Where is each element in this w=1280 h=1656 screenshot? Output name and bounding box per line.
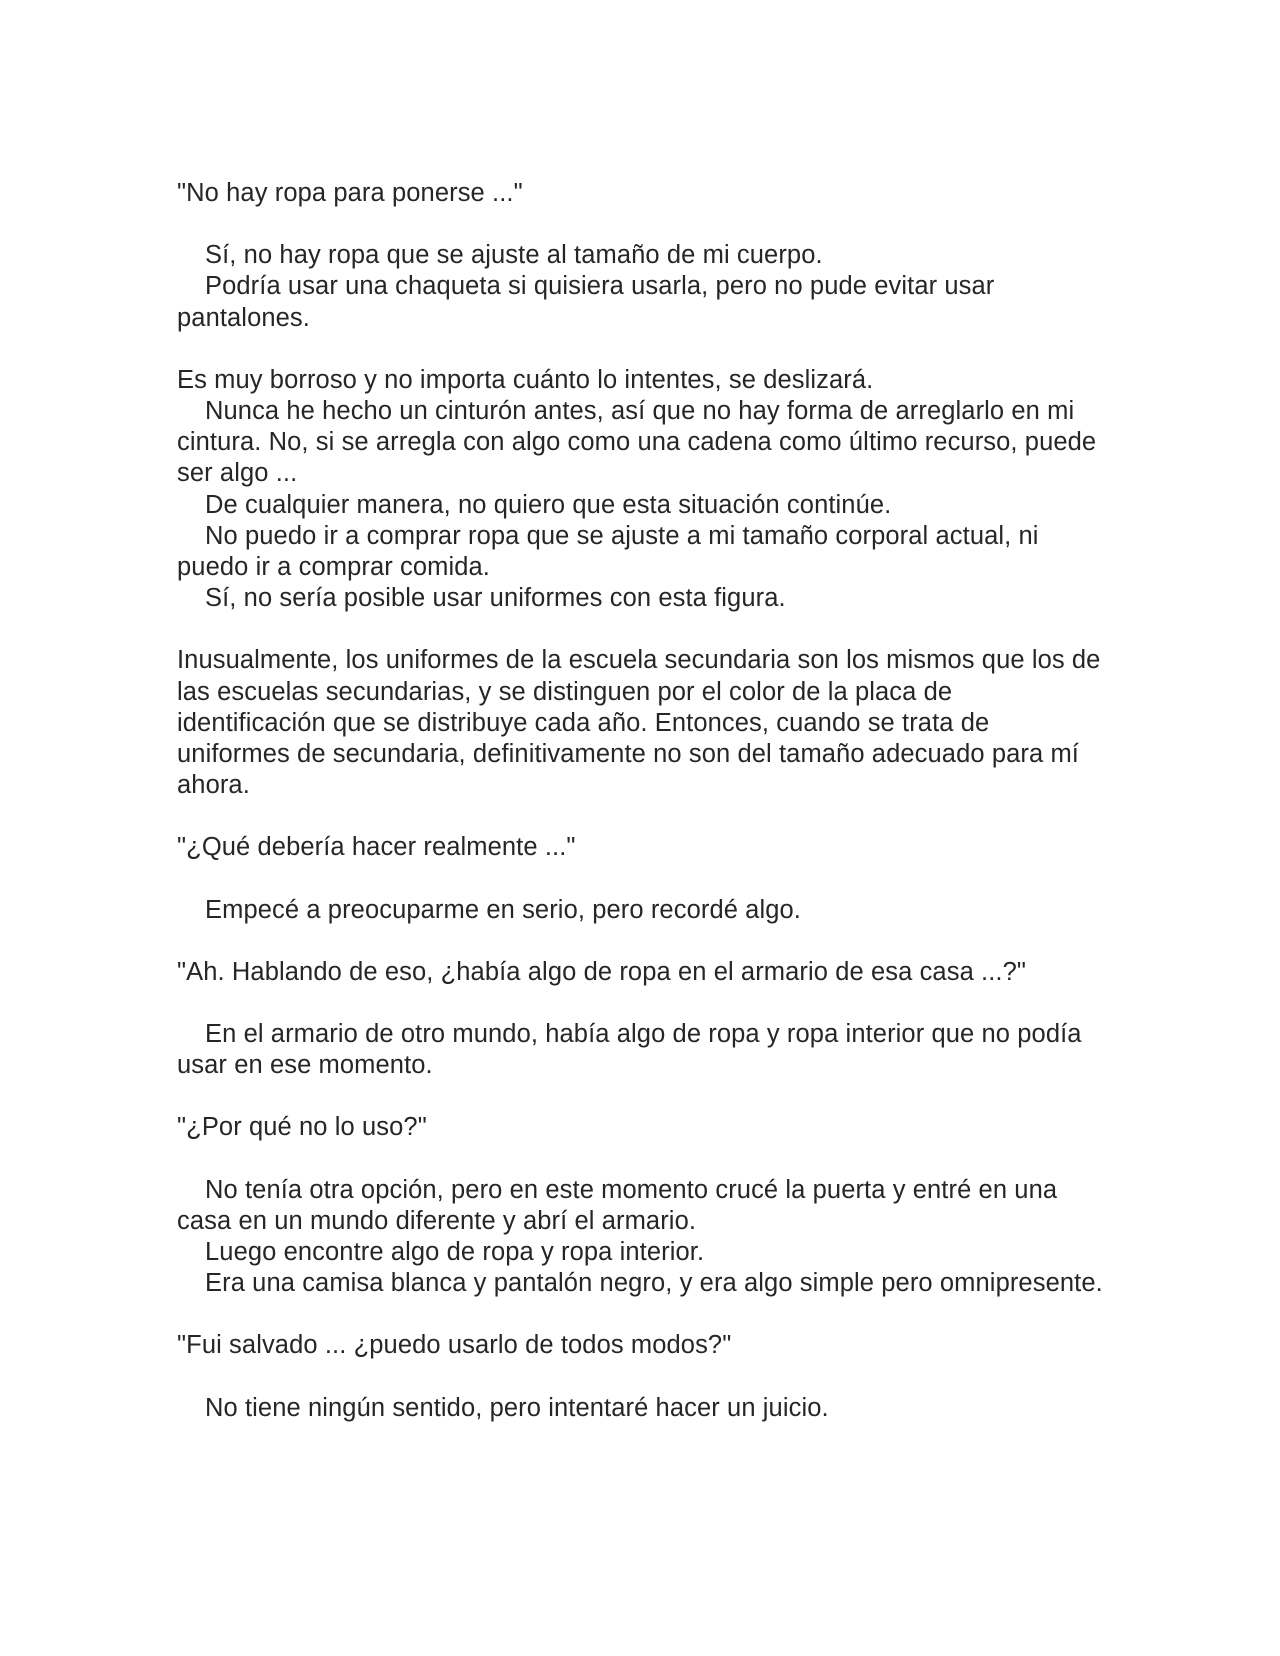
paragraph: De cualquier manera, no quiero que esta situación continúe. (205, 490, 892, 519)
paragraph: Era una camisa blanca y pantalón negro, y era algo simple pero omnipresente. (205, 1269, 1103, 1298)
dialogue-line: "No hay ropa para ponerse ..." (177, 179, 523, 207)
paragraph: Sí, no sería posible usar uniformes con esta figura. (205, 584, 786, 613)
paragraph: En el armario de otro mundo, había algo de ropa y ropa interior que no podía usar en ese momento. (177, 1020, 1082, 1080)
paragraph: Podría usar una chaqueta si quisiera usarla, pero no pude evitar usar pantalones. (177, 272, 995, 332)
paragraph: Sí, no hay ropa que se ajuste al tamaño de mi cuerpo. (205, 241, 823, 270)
paragraph: Es muy borroso y no importa cuánto lo intentes, se deslizará. (177, 365, 874, 394)
dialogue-line: "¿Por qué no lo uso?" (177, 1113, 427, 1142)
dialogue-line: "Ah. Hablando de eso, ¿había algo de ropa en el armario de esa casa ...?" (177, 957, 1027, 986)
paragraph: No tiene ningún sentido, pero intentaré hacer un juicio. (205, 1393, 829, 1422)
paragraph: No puedo ir a comprar ropa que se ajuste a mi tamaño corporal actual, ni puedo ir a comprar comida. (177, 521, 1039, 582)
document-body (177, 178, 1107, 1424)
paragraph: Nunca he hecho un cinturón antes, así que no hay forma de arreglarlo en mi cintura. No, si se arregla con algo como una cadena como último recurso, puede ser algo ... (177, 397, 1097, 488)
paragraph: Inusualmente, los uniformes de la escuela secundaria son los mismos que los de las escuelas secundarias, y se distinguen por el color de la placa de identificación que se distribuye cada año. Entonces, cuando se trata de uniformes de secundaria, definitivamente no son del tamaño adecuado para mí ahora. (177, 646, 1101, 800)
paragraph: No tenía otra opción, pero en este momento crucé la puerta y entré en una casa en un mundo diferente y abrí el armario. (177, 1175, 1058, 1235)
dialogue-line: "¿Qué debería hacer realmente ..." (177, 833, 576, 862)
dialogue-line: "Fui salvado ... ¿puedo usarlo de todos modos?" (177, 1331, 732, 1360)
paragraph: Luego encontre algo de ropa y ropa interior. (205, 1238, 705, 1267)
paragraph: Empecé a preocuparme en serio, pero recordé algo. (205, 895, 801, 924)
